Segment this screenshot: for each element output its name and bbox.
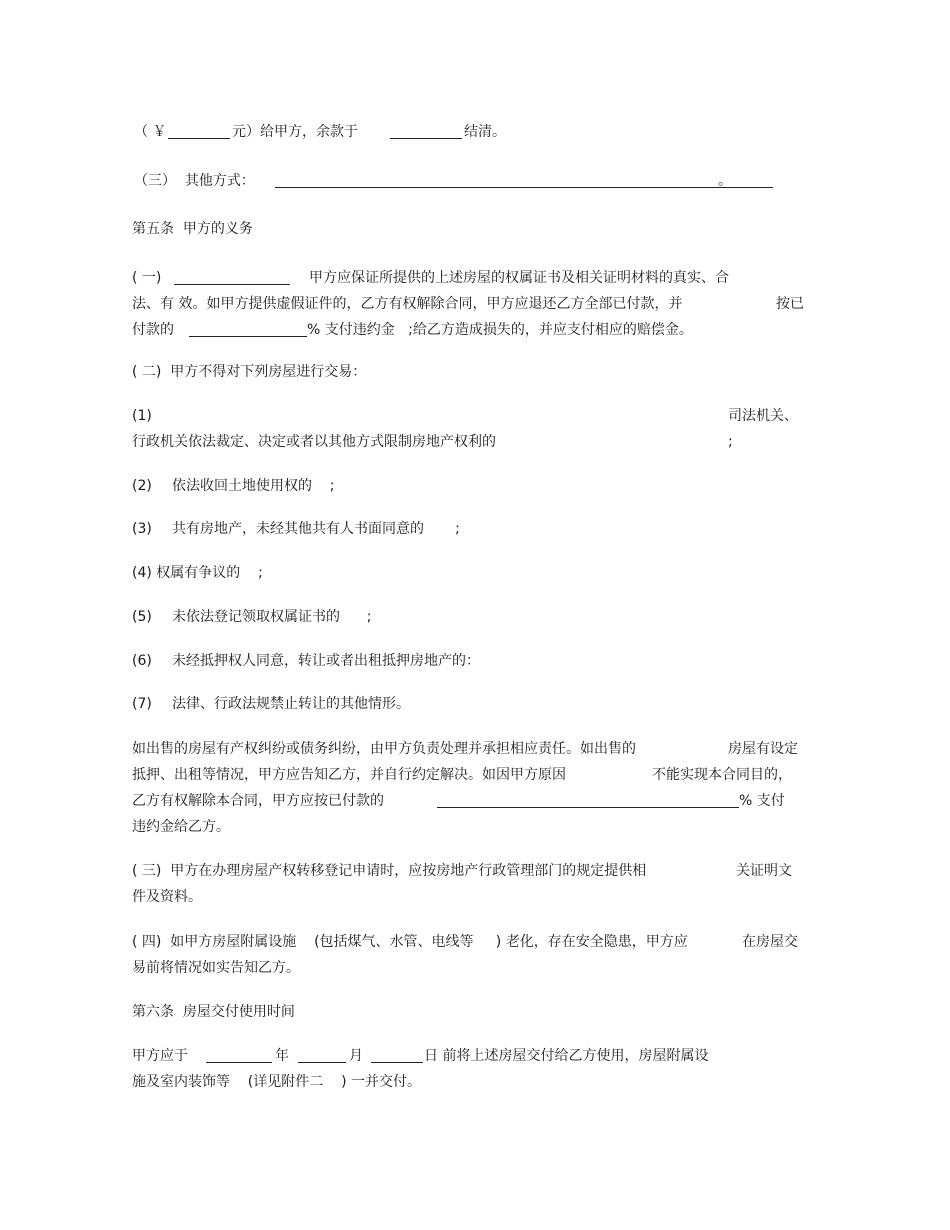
text-line: (4) 权属有争议的 ;: [132, 565, 263, 581]
text-line: 司法机关、: [728, 408, 798, 424]
text-line: 依法收回土地使用权的 ;: [172, 478, 335, 494]
text-line: (5): [132, 609, 152, 625]
text-line: 结清。: [464, 124, 506, 140]
blank-field: [390, 138, 462, 139]
text-line: 年: [275, 1048, 289, 1064]
text-line: ( 四) 如甲方房屋附属设施 (包括煤气、水管、电线等 ) 老化，存在安全隐患，甲方应: [132, 934, 688, 950]
text-line: 乙方有权解除本合同，甲方应按已付款的: [132, 793, 384, 809]
blank-field: [168, 138, 230, 139]
text-line: 月: [349, 1048, 363, 1064]
text-line: （ ￥: [134, 124, 167, 140]
text-line: 如出售的房屋有产权纠纷或债务纠纷，由甲方负责处理并承担相应责任。如出售的: [132, 741, 636, 757]
text-line: 行政机关依法裁定、决定或者以其他方式限制房地产权利的: [132, 434, 496, 450]
article-heading: 第六条 房屋交付使用时间: [132, 1004, 295, 1020]
text-line: 违约金给乙方。: [132, 819, 230, 835]
text-line: (1): [132, 408, 152, 424]
blank-field: [174, 284, 290, 285]
text-line: 房屋有设定: [728, 741, 798, 757]
text-line: 关证明文: [736, 863, 792, 879]
text-line: 未依法登记领取权属证书的 ;: [172, 609, 372, 625]
blank-field: [206, 1062, 272, 1063]
text-line: % 支付: [739, 793, 785, 809]
blank-field: [275, 187, 773, 188]
text-line: % 支付违约金 ;给乙方造成损失的，并应支付相应的赔偿金。: [307, 322, 693, 338]
text-line: 在房屋交: [742, 934, 798, 950]
text-line: 不能实现本合同目的，: [652, 767, 792, 783]
text-line: 共有房地产，未经其他共有人书面同意的 ;: [172, 521, 460, 537]
text-line: （三） 其他方式：: [134, 173, 255, 189]
text-line: 法、有 效。如甲方提供虚假证件的，乙方有权解除合同，甲方应退还乙方全部已付款，并: [132, 296, 683, 312]
article-heading: 第五条 甲方的义务: [132, 221, 253, 237]
blank-field: [189, 336, 307, 337]
text-line: (2): [132, 478, 152, 494]
text-line: 易前将情况如实告知乙方。: [132, 960, 300, 976]
text-line: 件及资料。: [132, 889, 202, 905]
text-line: ( 三) 甲方在办理房屋产权转移登记申请时，应按房地产行政管理部门的规定提供相: [132, 863, 647, 879]
text-line: (6): [132, 653, 152, 669]
text-line: ;: [728, 434, 733, 450]
text-line: 甲方应于: [132, 1048, 188, 1064]
text-line: ( 二) 甲方不得对下列房屋进行交易：: [132, 364, 367, 380]
text-line: 元）给甲方，余款于: [232, 124, 358, 140]
text-line: 施及室内装饰等 (详见附件二 ) 一并交付。: [132, 1074, 421, 1090]
text-line: 日 前将上述房屋交付给乙方使用，房屋附属设: [424, 1048, 709, 1064]
blank-field: [371, 1062, 423, 1063]
text-line: 法律、行政法规禁止转让的其他情形。: [172, 696, 410, 712]
text-line: 甲方应保证所提供的上述房屋的权属证书及相关证明材料的真实、合: [309, 270, 729, 286]
text-line: ( 一): [132, 270, 162, 286]
text-line: 按已: [776, 296, 804, 312]
blank-field: [298, 1062, 346, 1063]
text-line: 。: [718, 173, 732, 189]
text-line: 抵押、出租等情况，甲方应告知乙方，并自行约定解决。如因甲方原因: [132, 767, 566, 783]
text-line: 未经抵押权人同意，转让或者出租抵押房地产的：: [172, 653, 480, 669]
text-line: (3): [132, 521, 152, 537]
text-line: (7): [132, 696, 152, 712]
blank-field: [437, 807, 739, 808]
text-line: 付款的: [132, 322, 174, 338]
